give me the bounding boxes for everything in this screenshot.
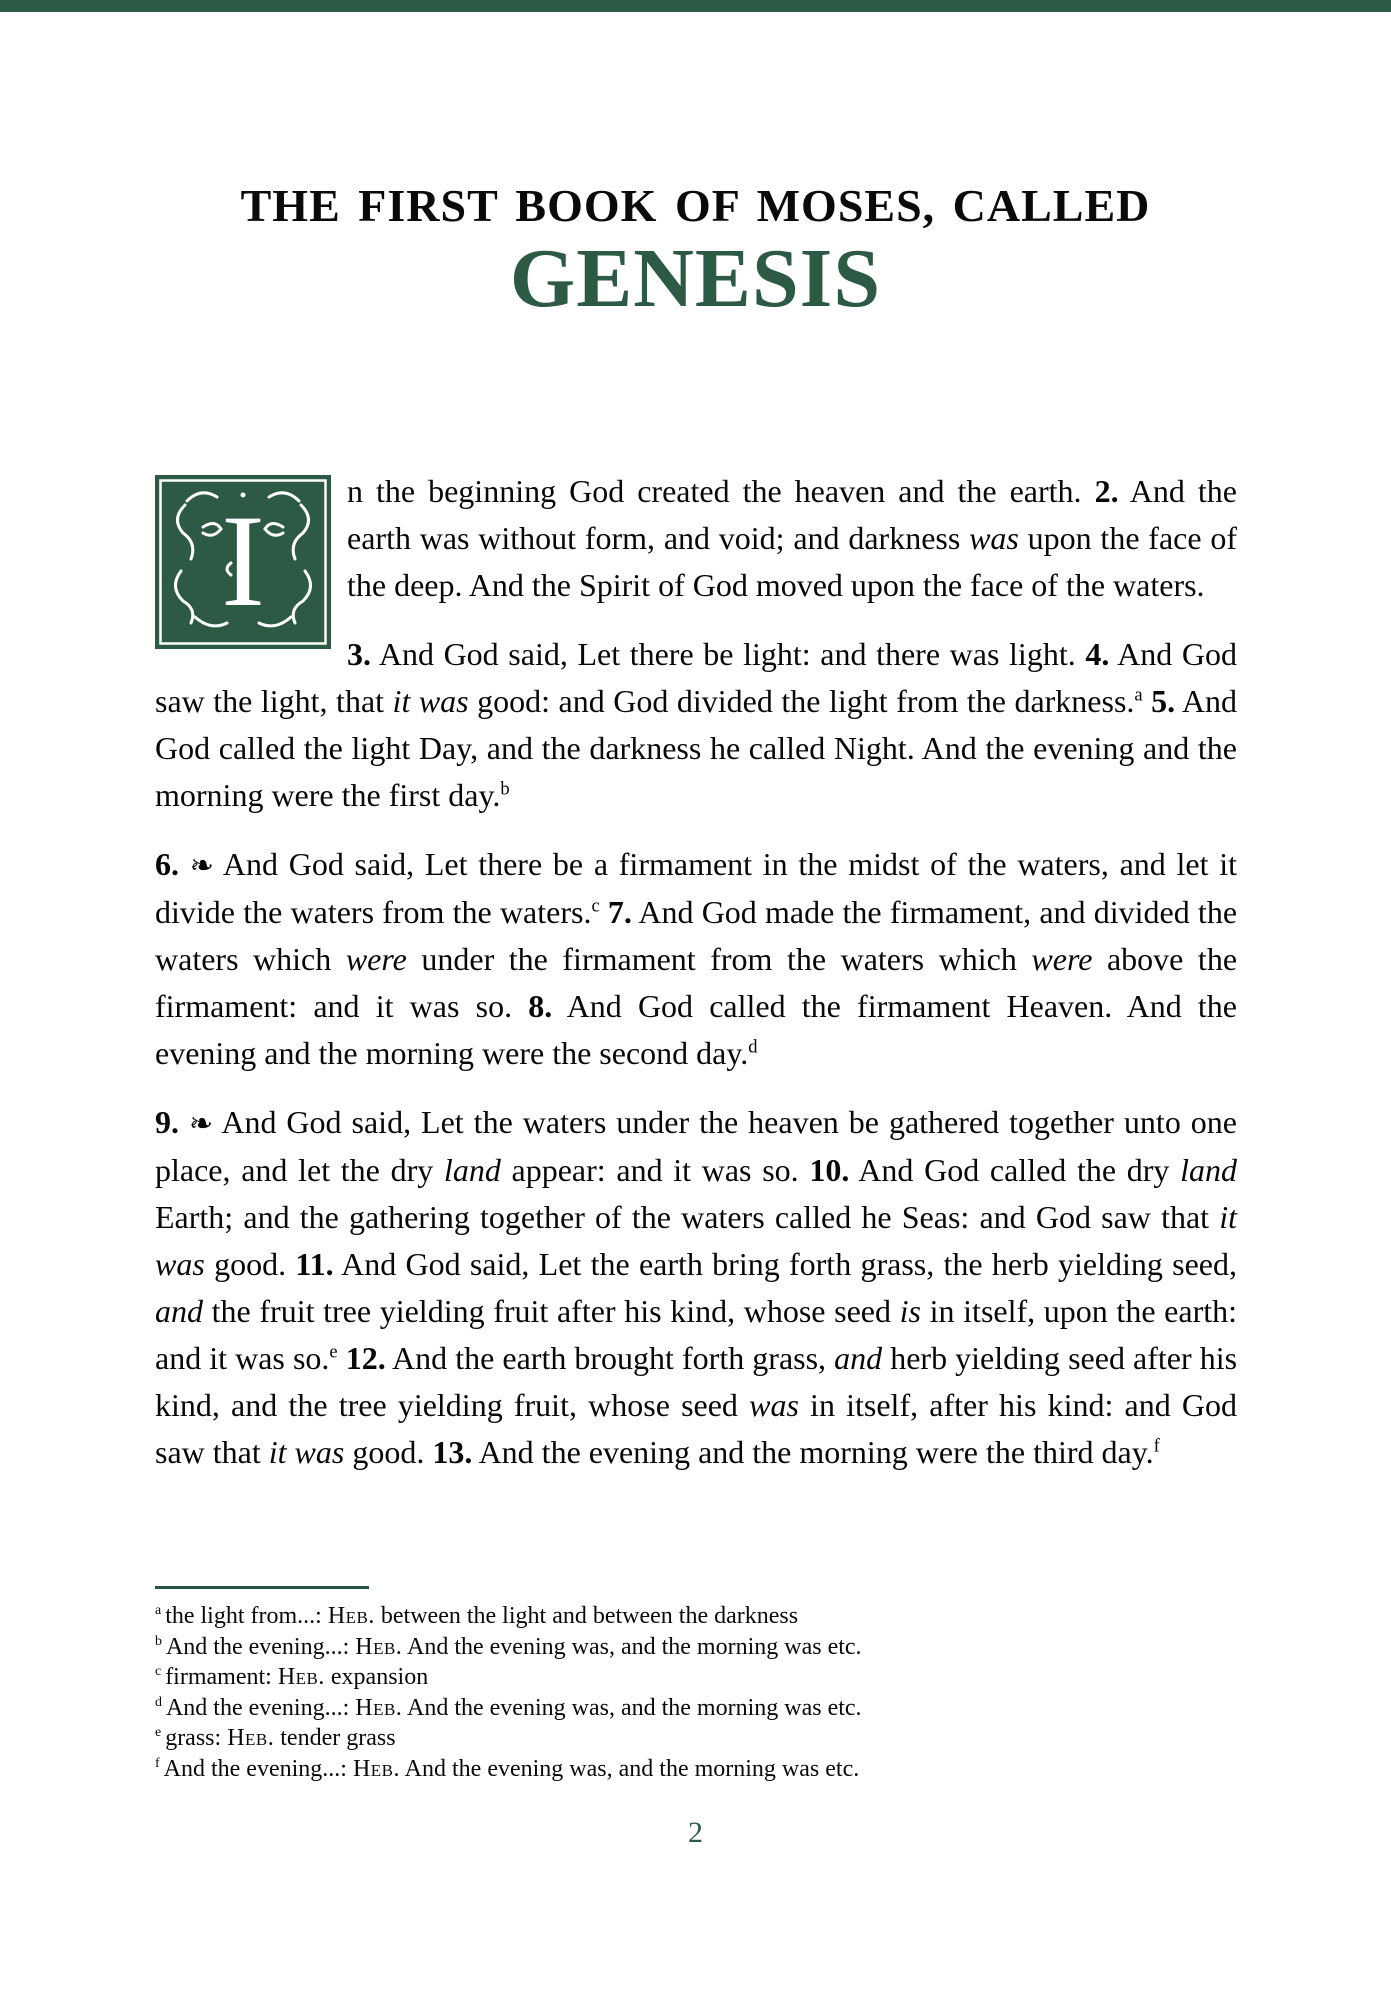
footnote-ref: b — [500, 778, 510, 800]
text-run: And God made the firmament, and divided the waters which — [155, 894, 1238, 977]
text-run: And the evening and the morning were the third day. — [472, 1434, 1154, 1470]
text-run: in itself, upon the earth: and it was so. — [155, 1293, 1238, 1376]
text-run: the fruit tree yielding fruit after his kind, whose seed — [203, 1293, 900, 1329]
verse-paragraph — [155, 468, 1238, 634]
hebrew-label: Heb. — [277, 1664, 325, 1690]
book-header — [0, 180, 1391, 325]
verse-number: 2. — [1094, 473, 1119, 509]
text-run: between the light and between the darkness — [374, 1603, 799, 1629]
text-run: herb yielding seed after his kind, and the tree yielding fruit, whose seed — [155, 1340, 1238, 1423]
text-run: firmament: — [165, 1664, 278, 1690]
hebrew-label: Heb. — [355, 1694, 403, 1721]
top-accent-bar — [0, 0, 1391, 12]
footnote — [155, 1693, 1237, 1724]
footnote — [155, 1723, 1237, 1754]
footnote — [155, 1662, 1237, 1693]
italic-emphasis: was — [969, 520, 1019, 556]
footnote-ref: b — [155, 1633, 162, 1649]
italic-emphasis: and — [155, 1293, 203, 1329]
text-run: upon the face of the deep. And the Spirit of God moved upon the face of the waters. — [347, 520, 1237, 603]
verse-number: 8. — [528, 988, 553, 1024]
text-run: And God called the dry — [849, 1152, 1181, 1188]
text-run: good: and God divided the light from the darkness. — [468, 683, 1135, 719]
verse-paragraph — [155, 841, 1237, 1077]
footnote-ref: c — [155, 1664, 162, 1679]
text-run: And God called the firmament Heaven. And the evening and the morning were the second day. — [155, 988, 1238, 1071]
hebrew-label: Heb. — [227, 1725, 275, 1751]
text-run: And the earth brought forth grass, — [385, 1340, 835, 1376]
italic-emphasis: it was — [268, 1434, 345, 1470]
footnote — [155, 1632, 1237, 1663]
hebrew-label: Heb. — [355, 1633, 403, 1660]
page-footer — [0, 1816, 1391, 1850]
text-run: the light from...: — [165, 1603, 328, 1629]
text-run: And the evening was, and the morning was etc. — [402, 1633, 862, 1660]
italic-emphasis: was — [749, 1387, 799, 1423]
text-run: expansion — [324, 1664, 429, 1690]
text-run: And God saw the light, that — [155, 636, 1238, 719]
footnote-ref: e — [155, 1725, 162, 1740]
footnote-ref: d — [155, 1694, 162, 1710]
verse-number: 12. — [345, 1340, 386, 1376]
footnote-ref: d — [748, 1036, 758, 1058]
italic-emphasis: land — [1180, 1152, 1238, 1188]
text-run: And God called the light Day, and the darkness he called Night. And the evening and the morning were the first day. — [155, 683, 1238, 813]
text-run — [338, 1340, 346, 1376]
verse-number: 3. — [347, 636, 371, 672]
book-title: GENESIS — [509, 232, 882, 325]
text-run: in itself, after his kind: and God saw that — [155, 1387, 1238, 1470]
footnote — [155, 1601, 1237, 1632]
footnote-divider — [155, 1586, 369, 1589]
text-run — [1143, 683, 1152, 719]
text-run: n the beginning God created the heaven and the earth. — [347, 473, 1095, 509]
text-run: And the earth was without form, and void; and darkness — [347, 473, 1238, 556]
footnote-ref: c — [591, 895, 600, 917]
text-run — [179, 1104, 189, 1140]
text-run: And the evening was, and the morning was etc. — [402, 1694, 862, 1721]
text-run: tender grass — [274, 1725, 396, 1751]
text-run: And God said, Let there be a firmament in the midst of the waters, and let it divide the waters from the waters. — [155, 846, 1238, 930]
verse-number: 9. — [155, 1104, 179, 1140]
text-run: And the evening...: — [163, 1755, 353, 1782]
italic-emphasis: land — [443, 1152, 501, 1188]
text-run: appear: and it was so. — [500, 1152, 810, 1188]
verse-number: 4. — [1085, 636, 1110, 672]
footnote — [155, 1754, 1237, 1785]
italic-emphasis: it was — [392, 683, 469, 719]
hebrew-label: Heb. — [352, 1755, 400, 1782]
verse-number: 6. — [155, 846, 179, 882]
verse-paragraph — [155, 1099, 1237, 1476]
text-run: And God said, Let there be light: and there was light. — [371, 636, 1086, 672]
text-run — [600, 894, 608, 930]
verse-number: 5. — [1151, 683, 1176, 719]
text-run: And the evening...: — [165, 1633, 356, 1660]
verse-paragraph — [155, 631, 1237, 819]
text-run: above the firmament: and it was so. — [155, 941, 1238, 1024]
hedera-ornament-icon: ❧ — [188, 1106, 214, 1140]
text-run — [179, 846, 190, 882]
verse-number: 11. — [295, 1246, 334, 1282]
italic-emphasis: were — [345, 941, 407, 977]
footnote-section — [155, 1586, 1237, 1784]
italic-emphasis: were — [1031, 941, 1093, 977]
text-run: good. — [204, 1246, 296, 1282]
text-run: under the firmament from the waters which — [406, 941, 1032, 977]
page-number: 2 — [688, 1816, 703, 1849]
italic-emphasis: it was — [155, 1199, 1237, 1282]
text-run: And God said, Let the earth bring forth grass, the herb yielding seed, — [333, 1246, 1238, 1282]
footnote-list — [155, 1601, 1237, 1784]
text-run: Earth; and the gathering together of the waters called he Seas: and God saw that — [155, 1199, 1220, 1235]
scripture-text — [155, 468, 1237, 1476]
verse-number: 7. — [607, 894, 632, 930]
hedera-ornament-icon: ❧ — [189, 848, 214, 882]
italic-emphasis: and — [834, 1340, 883, 1376]
footnote-ref: f — [1153, 1435, 1160, 1457]
italic-emphasis: is — [899, 1293, 921, 1329]
verse-number: 10. — [809, 1152, 850, 1188]
text-run: grass: — [165, 1725, 228, 1751]
footnote-ref: a — [1134, 684, 1143, 706]
footnote-ref: f — [155, 1755, 160, 1771]
text-run: And the evening...: — [165, 1694, 356, 1721]
footnote-ref: e — [329, 1341, 338, 1363]
text-run: good. — [344, 1434, 433, 1470]
footnote-ref: a — [155, 1603, 162, 1618]
hebrew-label: Heb. — [327, 1603, 375, 1629]
text-run: And the evening was, and the morning was etc. — [400, 1755, 860, 1782]
drop-cap-letter: I — [221, 487, 265, 634]
book-subtitle: THE FIRST BOOK OF MOSES, CALLED — [240, 180, 1151, 231]
verse-number: 13. — [432, 1434, 473, 1470]
drop-cap — [155, 475, 331, 649]
text-run: And God said, Let the waters under the heaven be gathered together unto one place, and let the dry — [155, 1104, 1238, 1188]
